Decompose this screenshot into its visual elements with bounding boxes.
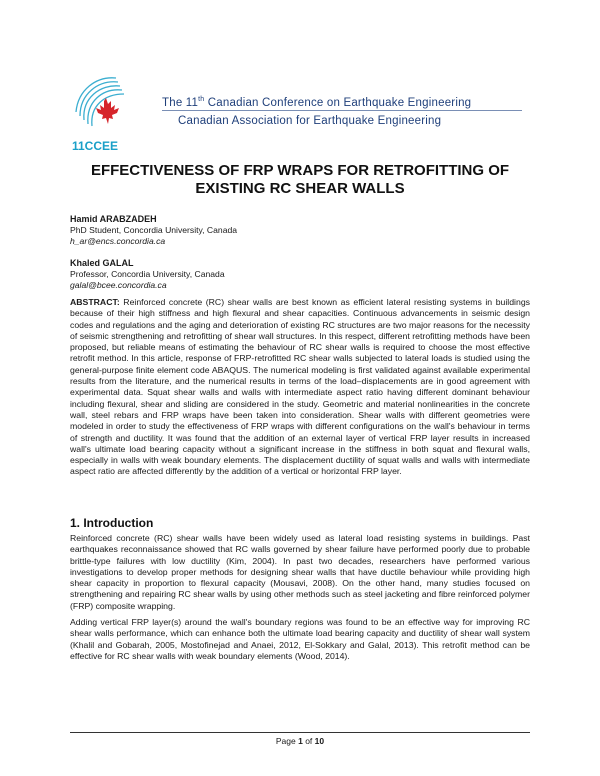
conference-logo — [66, 72, 162, 156]
author-affiliation: Professor, Concordia University, Canada — [70, 269, 225, 279]
intro-paragraph-1: Reinforced concrete (RC) shear walls have been widely used as lateral load resisting systems in buildings. Past earthquakes reconnaissance showed that RC walls governed by shear failure have performed poorly due to probable brittle-type failures with low ductility (Kim, 2004). In past two decades, researchers have performed various investigations to develop proper methods for designing shear walls that have ductile behaviour while providing high shear capacity in proportion to flexural capacity (Mousavi, 2008). On the other hand, many studies focused on strengthening and repairing RC shear walls by using other methods such as steel jacketing and fibre reinforced polymer (FRP) composite wrapping. — [70, 533, 530, 611]
conference-name: The 11th Canadian Conference on Earthquake Engineering — [162, 96, 472, 109]
author-email: galal@bcee.concordia.ca — [70, 280, 167, 290]
abstract — [70, 297, 530, 478]
abstract-label: ABSTRACT: — [70, 297, 120, 307]
author-name: Khaled GALAL — [70, 258, 134, 268]
author-email: h_ar@encs.concordia.ca — [70, 236, 166, 246]
association-name: Canadian Association for Earthquake Engineering — [178, 115, 442, 127]
section-heading: 1. Introduction — [70, 516, 154, 530]
header-divider — [162, 110, 522, 111]
logo-text: 11CCEE — [72, 139, 119, 153]
paper-title: EFFECTIVENESS OF FRP WRAPS FOR RETROFITTING OF EXISTING RC SHEAR WALLS — [90, 162, 510, 197]
author-name: Hamid ARABZADEH — [70, 214, 157, 224]
abstract-text: Reinforced concrete (RC) shear walls are best known as efficient lateral resisting systems in buildings because of their high stiffness and high flexural and shear capacities. Continuous advancements in seismic design codes and regulations and the aging and deterioration of existing RC structures are two major reasons for the necessity of seismic strengthening and retrofitting of shear wall structures. In this respect, different retrofitting methods have been proposed, but reliable means of estimating the behaviour of RC shear walls is required to choose the most effective retrofit method. In this article, response of FRP-retrofitted RC shear walls subjected to lateral loads is studied using the general-purpose finite element code ABAQUS. The numerical modeling is first validated against available experimental results from the literature, and the numerical results in terms of the load–displacements are in good agreement with experimental data. Squat shear walls and walls with intermediate aspect ratio having different dominant behaviour including flexural, shear and sliding are considered in the study. Geometric and material nonlinearities in the concrete wall, steel rebars and FRP wraps have been taken into consideration. Shear walls with different geometries were modeled in order to study the effectiveness of FRP wraps with different configurations on the wall's behaviour in terms of strength and ductility. It was found that the addition of an external layer of vertical FRP layer results in increased wall's ultimate load bearing capacity without a significant increase in the stiffness in both squat and flexural walls, especially in walls with weak boundary elements. The displacement ductility of squat walls and walls with intermediate aspect ratio are affected differently by the addition of a vertical or horizontal FRP layer. — [70, 297, 530, 477]
intro-paragraph-2: Adding vertical FRP layer(s) around the wall's boundary regions was found to be an effective way for improving RC shear walls performance, which can enhance both the ultimate load bearing capacity and ductility of shear wall system (Khalil and Gobarah, 2005, Mostofinejad and Anaei, 2012, El-Sokkary and Galal, 2013). This retrofit method can be effective for RC shear walls with weak boundary elements (Wood, 2014). — [70, 617, 530, 661]
page-number: Page 1 of 10 — [275, 736, 325, 746]
footer-divider — [70, 732, 530, 733]
author-affiliation: PhD Student, Concordia University, Canada — [70, 225, 238, 235]
author-block-2 — [70, 258, 225, 291]
author-block-1 — [70, 214, 237, 247]
